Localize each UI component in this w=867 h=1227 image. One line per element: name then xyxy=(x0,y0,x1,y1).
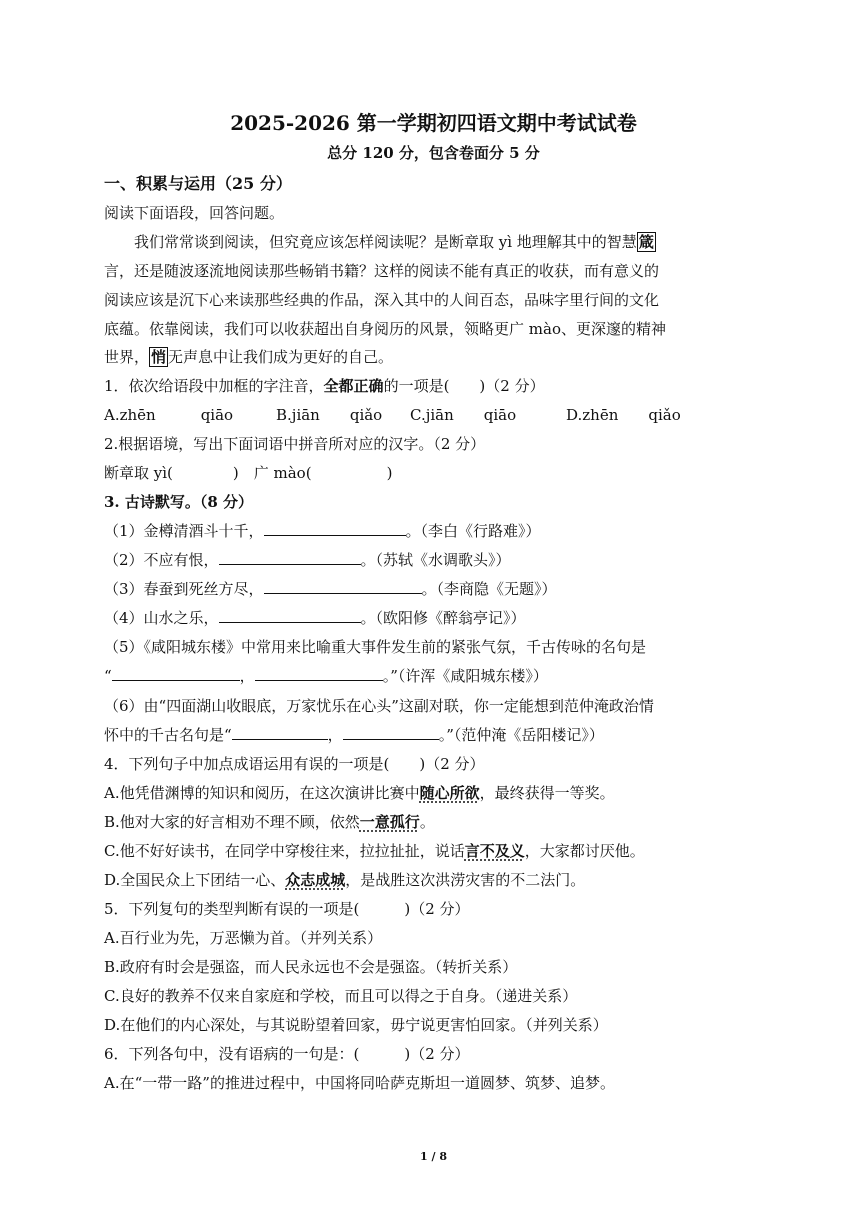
item-text: （3）春蚕到死丝方尽， xyxy=(104,580,264,598)
passage-line-2: 言，还是随波逐流地阅读那些畅销书籍？这样的阅读不能有真正的收获，而有意义的 xyxy=(104,262,660,280)
section-intro: 阅读下面语段，回答问题。 xyxy=(104,204,285,222)
item-text: 。”（范仲淹《岳阳楼记》） xyxy=(438,726,604,744)
item-text: 。”（许浑《咸阳城东楼》） xyxy=(382,667,548,685)
answer-blank[interactable] xyxy=(219,608,361,623)
item-text: 怀中的千古名句是“ xyxy=(104,726,232,744)
passage-text: 我们常常谈到阅读，但究竟应该怎样阅读呢？是断章取 yì 地理解其中的智慧 xyxy=(134,233,637,251)
passage-line-3: 阅读应该是沉下心来读那些经典的作品，深入其中的人间百态，品味字里行间的文化 xyxy=(104,291,660,309)
poem-item-2 xyxy=(104,550,764,570)
dotted-idiom: 一意孤行 xyxy=(359,813,420,831)
passage-line-5 xyxy=(104,347,764,367)
option-c: C.jiān qiāo xyxy=(410,406,517,424)
question-text: 1．依次给语段中加框的字注音， xyxy=(104,377,324,395)
option-text: ，大家都讨厌他。 xyxy=(524,842,645,860)
dotted-idiom: 言不及义 xyxy=(464,842,525,860)
poem-item-5-blanks xyxy=(104,666,764,686)
answer-blank[interactable] xyxy=(112,666,240,681)
page-subtitle: 总分 120 分，包含卷面分 5 分 xyxy=(327,144,540,162)
option-text: A.他凭借渊博的知识和阅历，在这次演讲比赛中 xyxy=(104,784,420,802)
item-text: 。（苏轼《水调歌头》） xyxy=(360,551,511,569)
answer-blank[interactable] xyxy=(264,579,422,594)
answer-blank[interactable] xyxy=(219,550,361,565)
option-text: ，是战胜这次洪涝灾害的不二法门。 xyxy=(345,871,586,889)
page-number: 1 / 8 xyxy=(420,1150,447,1163)
dotted-idiom: 众志成城 xyxy=(285,871,346,889)
question-5: 5．下列复句的类型判断有误的一项是( )（2 分） xyxy=(104,900,470,918)
item-text: ， xyxy=(327,726,343,744)
question-5-option-c: C.良好的教养不仅来自家庭和学校，而且可以得之于自身。（递进关系） xyxy=(104,987,578,1005)
option-text: D.全国民众上下团结一心、 xyxy=(104,871,286,889)
item-text: ， xyxy=(239,667,255,685)
poem-item-1 xyxy=(104,521,764,541)
question-1 xyxy=(104,376,764,396)
passage-line-1 xyxy=(134,232,764,252)
poem-item-5: （5）《咸阳城东楼》中常用来比喻重大事件发生前的紧张气氛，千古传咏的名句是 xyxy=(104,638,647,656)
item-text: （2）不应有恨， xyxy=(104,551,219,569)
question-3: 3. 古诗默写。（8 分） xyxy=(104,493,254,511)
page-title: 2025-2026 第一学期初四语文期中考试试卷 xyxy=(230,111,637,135)
question-6: 6．下列各句中，没有语病的一句是：( )（2 分） xyxy=(104,1045,470,1063)
poem-item-6: （6）由“四面湖山收眼底，万家忧乐在心头”这副对联，你一定能想到范仲淹政治情 xyxy=(104,697,654,715)
item-text: （1）金樽清酒斗十千， xyxy=(104,522,264,540)
option-text: ，最终获得一等奖。 xyxy=(479,784,615,802)
question-5-option-b: B.政府有时会是强盗，而人民永远也不会是强盗。（转折关系） xyxy=(104,958,518,976)
option-a: A.zhēn qiāo xyxy=(104,406,234,424)
question-4-option-a xyxy=(104,783,764,803)
poem-item-6-blanks xyxy=(104,725,764,745)
question-4: 4．下列句子中加点成语运用有误的一项是( )（2 分） xyxy=(104,755,485,773)
option-text: C.他不好好读书，在同学中穿梭往来，拉拉扯扯，说话 xyxy=(104,842,465,860)
section-heading: 一、积累与运用（25 分） xyxy=(104,174,292,193)
item-text: “ xyxy=(104,667,112,685)
answer-blank[interactable] xyxy=(232,725,328,740)
answer-blank[interactable] xyxy=(255,666,383,681)
option-text: B.他对大家的好言相劝不理不顾，依然 xyxy=(104,813,360,831)
question-2-blanks: 断章取 yì( ) 广 mào( ) xyxy=(104,464,393,482)
question-6-option-a: A.在“一带一路”的推进过程中，中国将同哈萨克斯坦一道圆梦、筑梦、追梦。 xyxy=(104,1074,615,1092)
item-text: 。（李白《行路难》） xyxy=(405,522,541,540)
answer-blank[interactable] xyxy=(343,725,439,740)
boxed-char: 悄 xyxy=(151,348,167,366)
option-b: B.jiān qiǎo xyxy=(276,406,383,424)
poem-item-3 xyxy=(104,579,764,599)
boxed-char: 箴 xyxy=(638,233,654,251)
passage-line-4: 底蕴。依靠阅读，我们可以收获超出自身阅历的风景，领略更广 mào、更深邃的精神 xyxy=(104,320,666,338)
question-4-option-b xyxy=(104,812,764,832)
poem-item-4 xyxy=(104,608,764,628)
question-5-option-d: D.在他们的内心深处，与其说盼望着回家，毋宁说更害怕回家。（并列关系） xyxy=(104,1016,608,1034)
question-5-option-a: A.百行业为先，万恶懒为首。（并列关系） xyxy=(104,929,383,947)
question-text: 的一项是( )（2 分） xyxy=(383,377,545,395)
dotted-idiom: 随心所欲 xyxy=(419,784,480,802)
option-text: 。 xyxy=(419,813,435,831)
item-text: 。（欧阳修《醉翁亭记》） xyxy=(360,609,526,627)
item-text: （4）山水之乐， xyxy=(104,609,219,627)
passage-text: 世界， xyxy=(104,348,150,366)
question-2: 2.根据语境，写出下面词语中拼音所对应的汉字。（2 分） xyxy=(104,435,486,453)
answer-blank[interactable] xyxy=(264,521,406,536)
passage-text: 无声息中让我们成为更好的自己。 xyxy=(168,348,394,366)
item-text: 。（李商隐《无题》） xyxy=(421,580,557,598)
question-4-option-d xyxy=(104,870,764,890)
emphasis-text: 全都正确 xyxy=(323,377,384,395)
question-4-option-c xyxy=(104,841,764,861)
option-d: D.zhēn qiǎo xyxy=(566,406,681,424)
